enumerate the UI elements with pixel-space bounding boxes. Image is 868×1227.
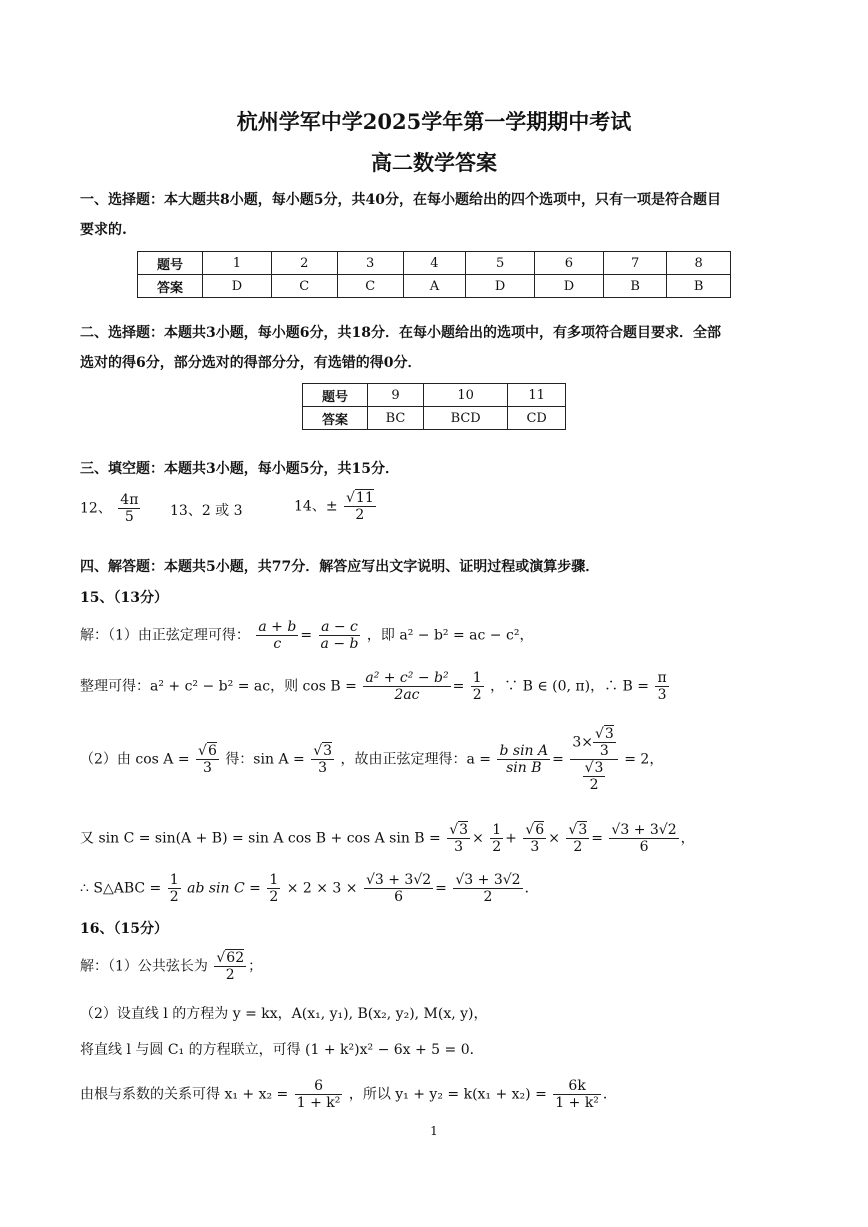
question-number-row bbox=[138, 252, 731, 275]
row-label: 题号 bbox=[303, 384, 368, 407]
question-number: 4 bbox=[403, 252, 466, 275]
answer-cell: BCD bbox=[424, 407, 508, 430]
answer-cell: D bbox=[535, 275, 604, 298]
question-number: 3 bbox=[337, 252, 403, 275]
answer-13: 13、2 或 3 bbox=[170, 503, 243, 519]
q15-line4: 又 sin C = sin(A + B) = sin A cos B + cos A sin B = $\frac{√3}{3}$ × $\frac{1}{2}$ + $\frac{√6}{3}$ × $\frac{√3}{2}$ = $\frac{√3 + 3√2}{6}$ ， bbox=[80, 822, 695, 855]
question-number: 6 bbox=[535, 252, 604, 275]
section4-heading: 四、解答题：本题共5小题，共77分．解答应写出文字说明、证明过程或演算步骤． bbox=[80, 559, 600, 575]
question-number: 1 bbox=[203, 252, 272, 275]
section2-heading-line1: 二、选择题：本题共3小题，每小题6分，共18分．在每小题给出的选项中，有多项符合题目要求．全部 bbox=[80, 325, 721, 341]
question-number-row bbox=[303, 384, 566, 407]
question-number: 7 bbox=[603, 252, 667, 275]
q15-line3: （2）由 cos A = $\frac{√6}{3}$ 得：sin A = $\frac{√3}{3}$ ，故由正弦定理得：a = $\frac{\text{b sin A}}{\text{sin B}}$ = 3× $\frac{√3}{3}$ $\frac{√3}{2}$ = 2， bbox=[80, 726, 664, 793]
fraction: $\frac{√11}{2}$ bbox=[346, 490, 374, 523]
section3-heading: 三、填空题：本题共3小题，每小题5分，共15分． bbox=[80, 461, 399, 477]
section1-answer-table bbox=[137, 251, 731, 298]
answer-cell: C bbox=[337, 275, 403, 298]
q16-line3: 将直线 l 与圆 C₁ 的方程联立，可得 (1 + k²)x² − 6x + 5 = 0． bbox=[80, 1042, 484, 1058]
section2-answer-table bbox=[302, 383, 566, 430]
question-number: 9 bbox=[368, 384, 424, 407]
question-number: 11 bbox=[508, 384, 566, 407]
question-number: 8 bbox=[667, 252, 731, 275]
answer-cell: A bbox=[403, 275, 466, 298]
q16-line2: （2）设直线 l 的方程为 y = kx，A(x₁, y₁), B(x₂, y₂), M(x, y)， bbox=[80, 1006, 488, 1022]
answer-12 bbox=[80, 492, 142, 525]
answer-cell: B bbox=[667, 275, 731, 298]
answer-cell: D bbox=[203, 275, 272, 298]
answer-cell: B bbox=[603, 275, 667, 298]
fraction: $\frac{4\pi}{5}$ bbox=[120, 492, 139, 525]
section2-heading-line2: 选对的得6分，部分选对的得部分分，有选错的得0分． bbox=[80, 355, 422, 371]
page-subtitle: 高二数学答案 bbox=[371, 150, 497, 175]
page-number: 1 bbox=[430, 1124, 438, 1138]
answer-cell: BC bbox=[368, 407, 424, 430]
answer-cell: D bbox=[466, 275, 535, 298]
q15-title: 15、（13分） bbox=[80, 590, 168, 606]
answer-row bbox=[138, 275, 731, 298]
question-number: 5 bbox=[466, 252, 535, 275]
question-label: 14、± bbox=[294, 498, 338, 515]
q15-line1: 解：（1）由正弦定理可得： $\frac{a + b}{c}$ = $\frac{a - c}{a - b}$ ，即 a² − b² = ac − c²， bbox=[80, 619, 534, 652]
page-title: 杭州学军中学2025学年第一学期期中考试 bbox=[236, 109, 632, 134]
q16-title: 16、（15分） bbox=[80, 921, 168, 937]
section1-heading-line2: 要求的. bbox=[80, 222, 127, 238]
q15-line2: 整理可得：a² + c² − b² = ac，则 cos B = $\frac{\text{a² + c² − b²}}{2ac}$ = $\frac{1}{2}$ ，∵ B ∈ (0, π)，∴ B = $\frac{\pi}{3}$ bbox=[80, 670, 667, 703]
q16-line4: 由根与系数的关系可得 x₁ + x₂ = $\frac{6}{\text{1 + k²}}$ ，所以 y₁ + y₂ = k(x₁ + x₂) = $\frac{6k}{\text{1 + k²}}$ ． bbox=[80, 1078, 617, 1111]
answer-cell: CD bbox=[508, 407, 566, 430]
q15-line5: ∴ S△ABC = $\frac{1}{2}$ ab sin C = $\frac{1}{2}$ × 2 × 3 × $\frac{√3 + 3√2}{6}$ = $\frac{√3 + 3√2}{2}$ ． bbox=[80, 872, 539, 905]
question-label: 12、 bbox=[80, 500, 112, 517]
answer-row bbox=[303, 407, 566, 430]
q16-line1: 解：（1）公共弦长为 $\frac{√62}{2}$ ； bbox=[80, 950, 263, 983]
row-label: 答案 bbox=[303, 407, 368, 430]
question-number: 10 bbox=[424, 384, 508, 407]
answer-cell: C bbox=[271, 275, 337, 298]
question-number: 2 bbox=[271, 252, 337, 275]
answer-14 bbox=[294, 490, 378, 523]
row-label: 答案 bbox=[138, 275, 203, 298]
row-label: 题号 bbox=[138, 252, 203, 275]
section1-heading-line1: 一、选择题：本大题共8小题，每小题5分，共40分，在每小题给出的四个选项中，只有一项是符合题目 bbox=[80, 192, 721, 208]
